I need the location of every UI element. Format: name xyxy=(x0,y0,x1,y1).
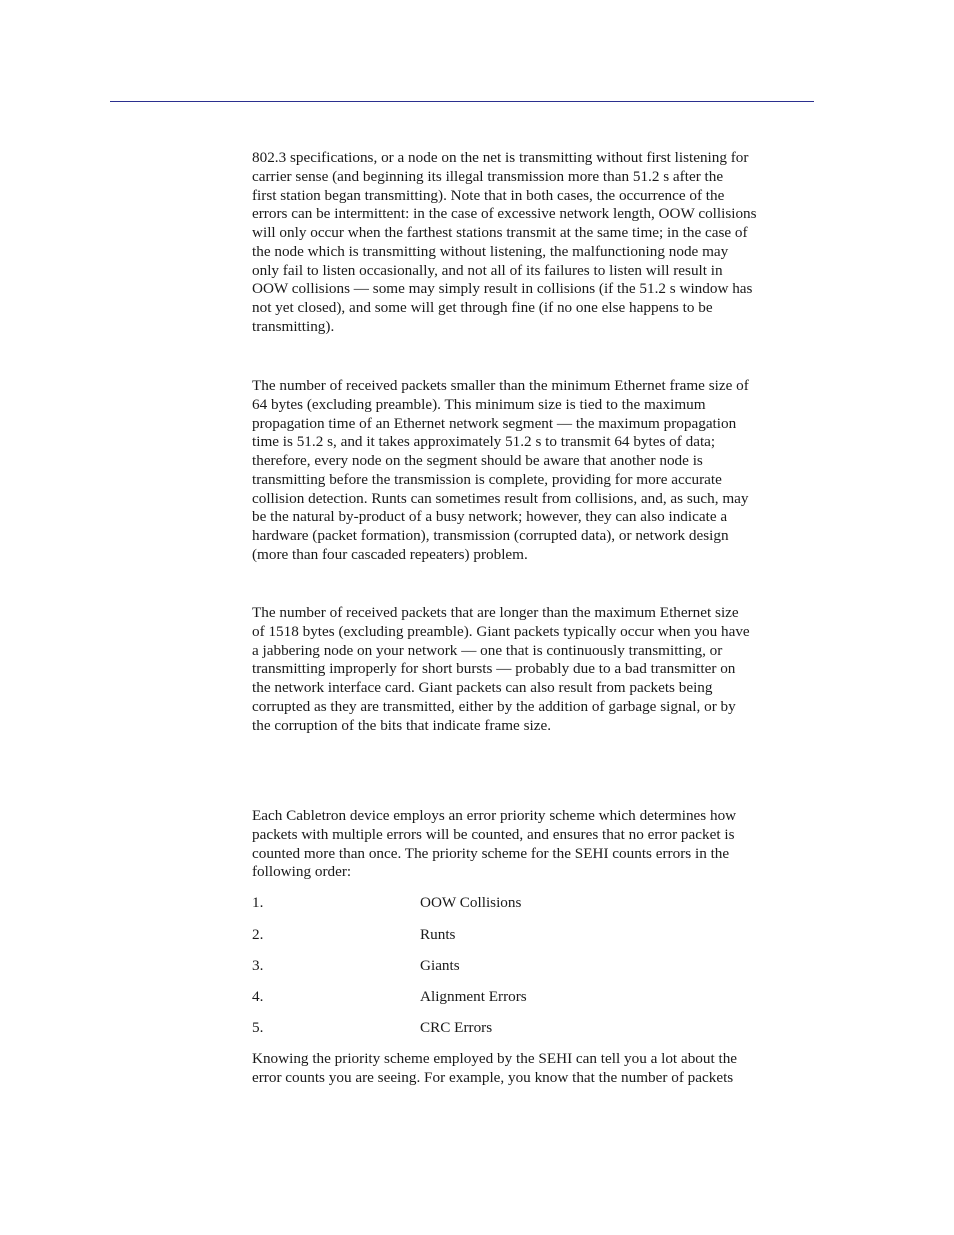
priority-explanation-paragraph: Knowing the priority scheme employed by the SEHI can tell you a lot about the error counts you are seeing. For example, you know that the number of packets xyxy=(252,1050,738,1086)
list-item xyxy=(252,956,814,976)
list-item-label: Giants xyxy=(420,957,460,974)
list-item xyxy=(252,1018,814,1038)
list-item-number: 3. xyxy=(252,957,264,974)
list-item-number: 4. xyxy=(252,988,264,1005)
giants-paragraph: The number of received packets that are longer than the maximum Ethernet size of 1518 bytes (excluding preamble). Giant packets typically occur when you have a jabbering node on your network — one that is continuously transmitting, or transmitting improperly for short bursts — probably due to a bad transmitter on the network interface card. Giant packets can also result from packets being corrupted as they are transmitted, either by the addition of garbage signal, or by the corruption of the bits that indicate frame size. xyxy=(252,604,750,734)
list-item-number: 5. xyxy=(252,1019,264,1036)
list-item xyxy=(252,925,814,945)
list-item xyxy=(252,987,814,1007)
header-rule xyxy=(110,101,814,102)
list-item-label: OOW Collisions xyxy=(420,894,522,911)
priority-intro-paragraph: Each Cabletron device employs an error priority scheme which determines how packets with multiple errors will be counted, and ensures that no error packet is counted more than once. The priority scheme for the SEHI counts errors in the following order: xyxy=(252,807,737,881)
list-item-number: 2. xyxy=(252,926,264,943)
runts-paragraph: The number of received packets smaller than the minimum Ethernet frame size of 64 bytes (excluding preamble). This minimum size is tied to the maximum propagation time of an Ethernet network segment — the maximum propagation time is 51.2 s, and it takes approximately 51.2 s to transmit 64 bytes of data; therefore, every node on the segment should be aware that another node is transmitting before the transmission is complete, providing for more accurate collision detection. Runts can sometimes result from collisions, and, as such, may be the natural by-product of a busy network; however, they can also indicate a hardware (packet formation), transmission (corrupted data), or network design (more than four cascaded repeaters) problem. xyxy=(252,377,749,563)
oow-collisions-paragraph: 802.3 specifications, or a node on the net is transmitting without first listening for carrier sense (and beginning its illegal transmission more than 51.2 s after the first station began transmitting). Note that in both cases, the occurrence of the errors can be intermittent: in the case of excessive network length, OOW collisions will only occur when the farthest stations transmit at the same time; in the case of the node which is transmitting without listening, the malfunctioning node may only fail to listen occasionally, and not all of its failures to listen will result in OOW collisions — some may simply result in collisions (if the 51.2 s window has not yet closed), and some will get through fine (if no one else happens to be transmitting). xyxy=(252,149,757,335)
list-item-label: CRC Errors xyxy=(420,1019,493,1036)
list-item-label: Alignment Errors xyxy=(420,988,527,1005)
list-item-number: 1. xyxy=(252,894,264,911)
list-item-label: Runts xyxy=(420,926,456,943)
list-item xyxy=(252,893,814,913)
